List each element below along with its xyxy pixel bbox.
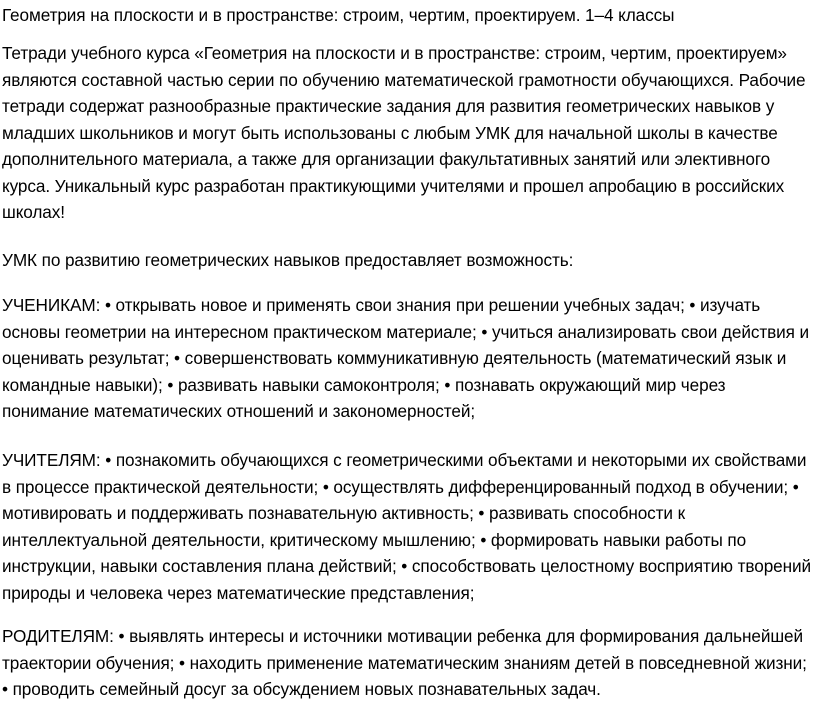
document-title: Геометрия на плоскости и в пространстве: строим, чертим, проектируем. 1–4 классы (2, 5, 675, 25)
students-paragraph: УЧЕНИКАМ: • открывать новое и применять свои знания при решении учебных задач; • изучать основы геометрии на интересном практическом материале; • учиться анализировать свои действия и оценивать результат; • совершенствовать коммуникативную деятельность (математический язык и командные навыки); • развивать навыки самоконтроля; • познавать окружающий мир через понимание математических отношений и закономерностей; (2, 295, 810, 421)
umk-lead-paragraph: УМК по развитию геометрических навыков предоставляет возможность: (2, 250, 574, 270)
intro-paragraph: Тетради учебного курса «Геометрия на плоскости и в пространстве: строим, чертим, проектируем» являются составной частью серии по обучению математической грамотности обучающихся. Рабочие тетради содержат разнообразные практические задания для развития геометрических навыков у младших школьников и могут быть использованы с любым УМК для начальной школы в качестве дополнительного материала, а также для организации факультативных занятий или элективного курса. Уникальный курс разработан практикующими учителями и прошел апробацию в российских школах! (2, 43, 806, 222)
teachers-paragraph: УЧИТЕЛЯМ: • познакомить обучающихся с геометрическими объектами и некоторыми их свойствами в процессе практической деятельности; • осуществлять дифференцированный подход в обучении; • мотивировать и поддерживать познавательную активность; • развивать способности к интеллектуальной деятельности, критическому мышлению; • формировать навыки работы по инструкции, навыки составления плана действий; • способствовать целостному восприятию творений природы и человека через математические представления; (2, 450, 812, 603)
parents-paragraph: РОДИТЕЛЯМ: • выявлять интересы и источники мотивации ребенка для формирования дальнейшей траектории обучения; • находить применение математическим знаниям детей в повседневной жизни; • проводить семейный досуг за обсуждением новых познавательных задач. (2, 626, 807, 699)
